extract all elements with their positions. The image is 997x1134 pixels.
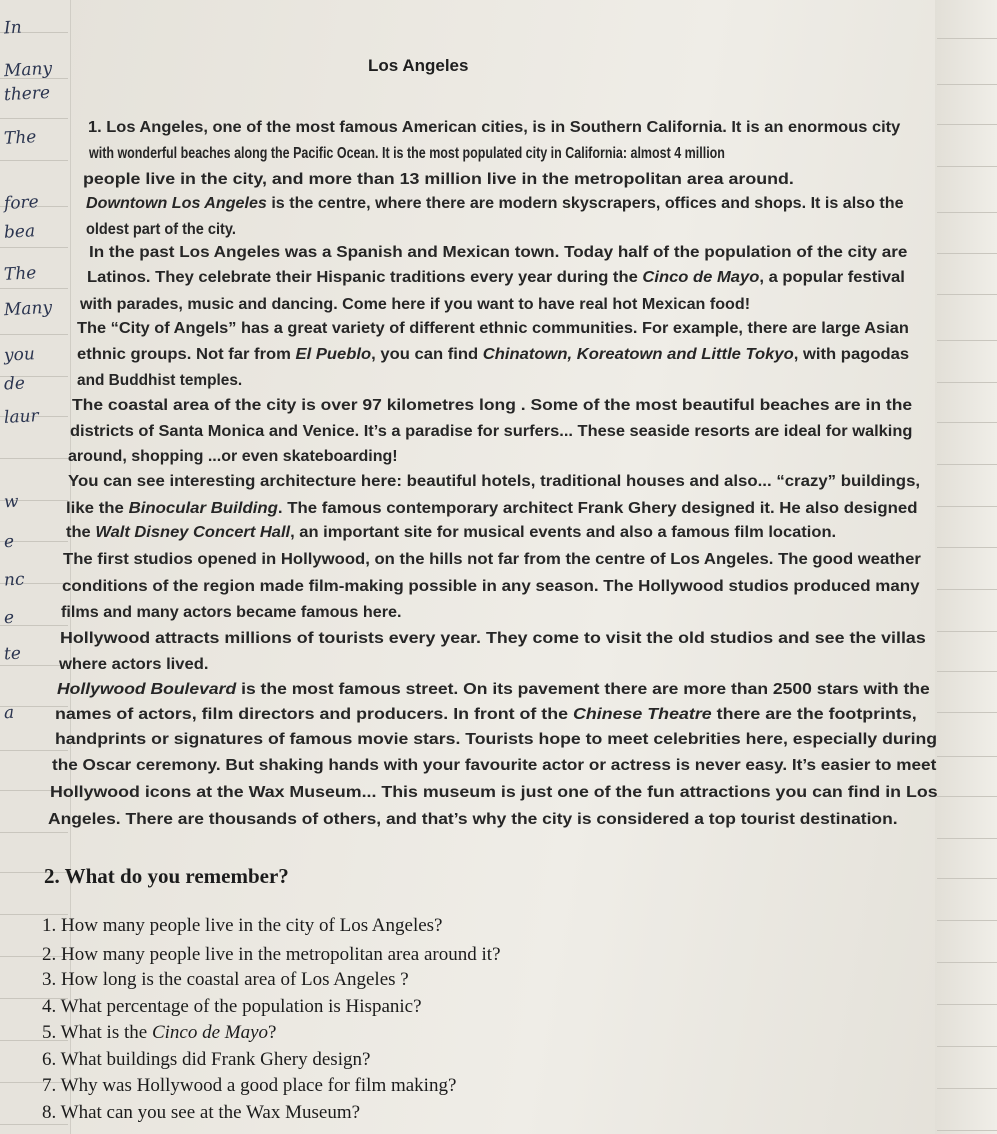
question-item: 3. How long is the coastal area of Los Angeles ?: [42, 969, 409, 990]
margin-ruled-line: [0, 458, 68, 459]
reading-line: with wonderful beaches along the Pacific Ocean. It is the most populated city in California: almost 4 million: [89, 145, 725, 162]
handwritten-margin-note: Many: [3, 58, 53, 82]
reading-line: the Oscar ceremony. But shaking hands with your favourite actor or actress is never easy. It’s easier to meet: [52, 757, 937, 774]
reading-line: where actors lived.: [59, 656, 209, 673]
reading-line: ethnic groups. Not far from El Pueblo, you can find Chinatown, Koreatown and Little Tokyo, with pagodas: [77, 346, 910, 363]
question-item: 1. How many people live in the city of Los Angeles?: [42, 915, 443, 936]
reading-line: 1. Los Angeles, one of the most famous American cities, is in Southern California. It is an enormous city: [88, 119, 901, 136]
reading-line: oldest part of the city.: [86, 221, 236, 238]
edge-ruled-line: [937, 1046, 997, 1047]
reading-line: In the past Los Angeles was a Spanish and Mexican town. Today half of the population of the city are: [89, 244, 908, 261]
reading-line: with parades, music and dancing. Come here if you want to have real hot Mexican food!: [80, 296, 751, 313]
edge-ruled-line: [937, 671, 997, 672]
edge-ruled-line: [937, 1130, 997, 1131]
edge-ruled-line: [937, 38, 997, 39]
right-page-edge: [935, 0, 997, 1134]
edge-ruled-line: [937, 464, 997, 465]
margin-ruled-line: [0, 334, 68, 335]
questions-heading: 2. What do you remember?: [44, 864, 289, 888]
margin-ruled-line: [0, 288, 68, 289]
reading-line: like the Binocular Building. The famous contemporary architect Frank Ghery designed it. He also designed: [66, 500, 918, 517]
margin-ruled-line: [0, 118, 68, 119]
edge-ruled-line: [937, 340, 997, 341]
reading-line: Hollywood icons at the Wax Museum... This museum is just one of the fun attractions you can find in Los: [50, 784, 938, 801]
margin-ruled-line: [0, 247, 68, 248]
handwritten-margin-note: bea: [3, 221, 36, 243]
reading-line: the Walt Disney Concert Hall, an important site for musical events and also a famous film location.: [66, 524, 837, 541]
reading-line: handprints or signatures of famous movie stars. Tourists hope to meet celebrities here, especially during: [55, 731, 938, 748]
reading-line: Hollywood attracts millions of tourists every year. They come to visit the old studios and see the villas: [60, 630, 926, 647]
edge-ruled-line: [937, 712, 997, 713]
edge-ruled-line: [937, 962, 997, 963]
reading-line: films and many actors became famous here.: [61, 604, 402, 621]
reading-line: The first studios opened in Hollywood, on the hills not far from the centre of Los Angeles. The good weather: [63, 551, 921, 568]
handwritten-margin-note: te: [3, 643, 22, 665]
reading-title: Los Angeles: [368, 56, 469, 75]
handwritten-margin-note: a: [3, 702, 15, 724]
reading-line: Hollywood Boulevard is the most famous street. On its pavement there are more than 2500 stars with the: [57, 681, 930, 698]
handwritten-margin-note: In: [3, 17, 23, 39]
reading-line: conditions of the region made film-making possible in any season. The Hollywood studios produced many: [62, 578, 920, 595]
edge-ruled-line: [937, 796, 997, 797]
handwritten-margin-note: there: [3, 82, 51, 106]
edge-ruled-line: [937, 506, 997, 507]
edge-ruled-line: [937, 547, 997, 548]
question-item: 5. What is the Cinco de Mayo?: [42, 1022, 277, 1043]
reading-line: Latinos. They celebrate their Hispanic traditions every year during the Cinco de Mayo, a popular festival: [87, 269, 905, 286]
question-item: 8. What can you see at the Wax Museum?: [42, 1102, 361, 1123]
reading-line: Downtown Los Angeles is the centre, where there are modern skyscrapers, offices and shops. It is also the: [86, 195, 904, 212]
edge-ruled-line: [937, 920, 997, 921]
edge-ruled-line: [937, 838, 997, 839]
reading-line: The coastal area of the city is over 97 kilometres long . Some of the most beautiful beaches are in the: [72, 397, 913, 414]
reading-line: You can see interesting architecture here: beautiful hotels, traditional houses and also... “crazy” buildings,: [68, 473, 921, 490]
edge-ruled-line: [937, 1088, 997, 1089]
reading-line: around, shopping ...or even skateboarding!: [68, 448, 398, 465]
edge-ruled-line: [937, 382, 997, 383]
handwritten-margin-note: you: [3, 344, 36, 366]
margin-ruled-line: [0, 160, 68, 161]
reading-line: districts of Santa Monica and Venice. It’s a paradise for surfers... These seaside resorts are ideal for walking: [70, 423, 913, 440]
margin-ruled-line: [0, 665, 68, 666]
margin-ruled-line: [0, 1124, 68, 1125]
handwritten-margin-note: e: [3, 607, 15, 629]
handwritten-margin-note: de: [3, 373, 26, 395]
handwritten-margin-note: The: [3, 263, 37, 285]
question-item: 6. What buildings did Frank Ghery design?: [42, 1049, 371, 1070]
question-item: 7. Why was Hollywood a good place for film making?: [42, 1075, 457, 1096]
edge-ruled-line: [937, 878, 997, 879]
handwritten-margin-note: w: [3, 491, 20, 513]
edge-ruled-line: [937, 631, 997, 632]
question-item: 4. What percentage of the population is Hispanic?: [42, 996, 422, 1017]
handwritten-margin-note: laur: [3, 406, 40, 428]
edge-ruled-line: [937, 212, 997, 213]
handwritten-margin-note: fore: [3, 192, 40, 214]
reading-line: and Buddhist temples.: [77, 372, 243, 389]
edge-ruled-line: [937, 589, 997, 590]
edge-ruled-line: [937, 124, 997, 125]
edge-ruled-line: [937, 1004, 997, 1005]
edge-ruled-line: [937, 422, 997, 423]
handwritten-margin-note: nc: [3, 569, 25, 591]
reading-line: people live in the city, and more than 13 million live in the metropolitan area around.: [83, 171, 794, 188]
reading-line: Angeles. There are thousands of others, and that’s why the city is considered a top tourist destination.: [48, 811, 898, 828]
handwritten-margin-note: Many: [3, 297, 53, 321]
edge-ruled-line: [937, 166, 997, 167]
edge-ruled-line: [937, 253, 997, 254]
edge-ruled-line: [937, 756, 997, 757]
question-item: 2. How many people live in the metropolitan area around it?: [42, 944, 501, 965]
edge-ruled-line: [937, 84, 997, 85]
margin-ruled-line: [0, 832, 68, 833]
reading-line: names of actors, film directors and producers. In front of the Chinese Theatre there are the footprints,: [55, 706, 917, 723]
margin-ruled-line: [0, 750, 68, 751]
handwritten-margin-note: The: [3, 127, 37, 149]
handwritten-margin-note: e: [3, 531, 15, 553]
edge-ruled-line: [937, 294, 997, 295]
reading-line: The “City of Angels” has a great variety of different ethnic communities. For example, there are large Asian: [77, 320, 909, 337]
